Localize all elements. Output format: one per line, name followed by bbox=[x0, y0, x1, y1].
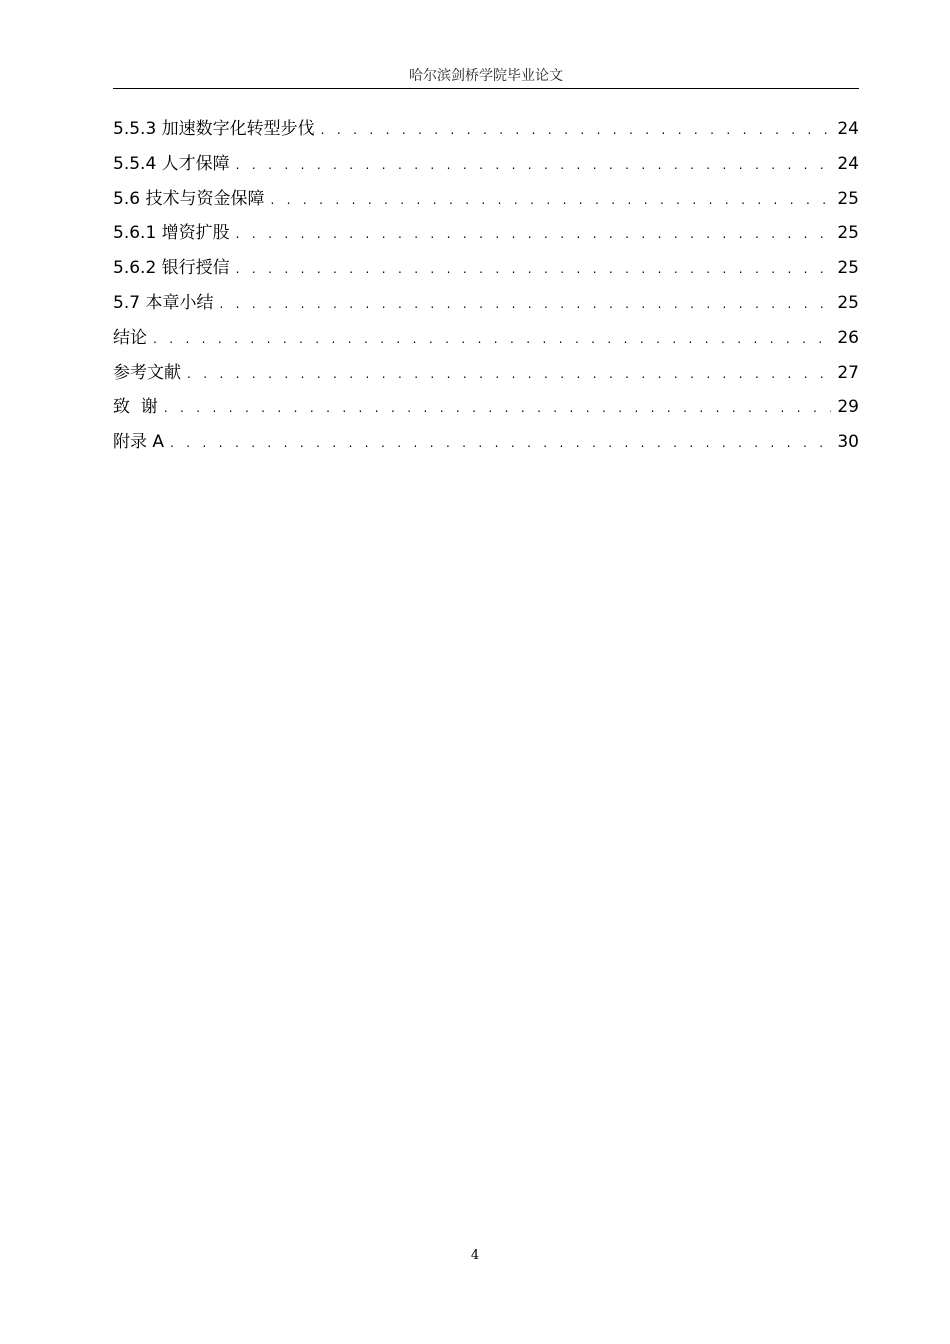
toc-entry[interactable] bbox=[113, 187, 859, 222]
toc-entry-label: 5.6.2 银行授信 bbox=[113, 258, 230, 279]
toc-leader-dots bbox=[321, 118, 832, 142]
toc-entry-label: 5.5.3 加速数字化转型步伐 bbox=[113, 119, 315, 139]
toc-entry[interactable] bbox=[113, 256, 859, 291]
toc-entry-page: 24 bbox=[837, 119, 859, 139]
toc-entry-label: 结论 bbox=[113, 327, 147, 348]
toc-entry[interactable] bbox=[113, 221, 859, 256]
toc-entry-label: 致 谢 bbox=[113, 397, 158, 418]
thesis-header-title: 哈尔滨剑桥学院毕业论文 bbox=[409, 68, 563, 84]
toc-entry-label: 5.7 本章小结 bbox=[113, 292, 214, 313]
toc-entry[interactable] bbox=[113, 361, 859, 396]
toc-entry-page: 30 bbox=[837, 432, 859, 453]
table-of-contents bbox=[113, 117, 859, 465]
toc-leader-dots bbox=[219, 292, 831, 316]
toc-entry[interactable] bbox=[113, 395, 859, 430]
toc-entry[interactable] bbox=[113, 152, 859, 187]
toc-entry[interactable] bbox=[113, 430, 859, 465]
page-number: 4 bbox=[470, 1248, 480, 1263]
toc-entry[interactable] bbox=[113, 326, 859, 361]
toc-leader-dots bbox=[270, 188, 831, 212]
toc-entry-page: 24 bbox=[837, 153, 859, 174]
toc-entry-page: 25 bbox=[837, 292, 859, 313]
toc-entry-page: 25 bbox=[837, 223, 859, 244]
toc-entry-label: 参考文献 bbox=[113, 362, 181, 383]
toc-entry-label: 5.6 技术与资金保障 bbox=[113, 188, 265, 209]
toc-entry-page: 27 bbox=[837, 362, 859, 383]
toc-entry[interactable] bbox=[113, 117, 859, 152]
toc-entry-page: 29 bbox=[837, 397, 859, 418]
toc-entry-page: 25 bbox=[837, 188, 859, 209]
toc-entry-label: 附录 A bbox=[113, 432, 165, 453]
toc-leader-dots bbox=[236, 153, 832, 177]
toc-leader-dots bbox=[164, 396, 832, 420]
toc-entry-page: 26 bbox=[837, 327, 859, 348]
toc-entry[interactable] bbox=[113, 291, 859, 326]
toc-leader-dots bbox=[187, 362, 831, 386]
toc-entry-label: 5.6.1 增资扩股 bbox=[113, 223, 230, 244]
page-header bbox=[113, 66, 859, 89]
toc-leader-dots bbox=[170, 431, 831, 455]
toc-leader-dots bbox=[236, 257, 832, 281]
toc-leader-dots bbox=[153, 327, 831, 351]
toc-entry-page: 25 bbox=[837, 258, 859, 279]
toc-entry-label: 5.5.4 人才保障 bbox=[113, 153, 230, 174]
toc-leader-dots bbox=[236, 222, 832, 246]
